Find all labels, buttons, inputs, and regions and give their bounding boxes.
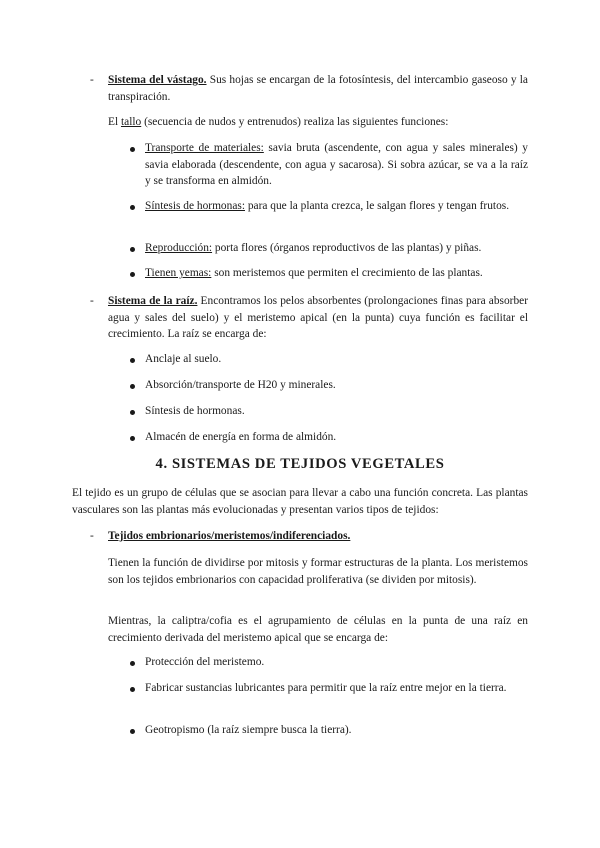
list-item: Absorción/transporte de H20 y minerales. bbox=[145, 379, 336, 391]
section-heading: 4. SISTEMAS DE TEJIDOS VEGETALES bbox=[155, 456, 445, 472]
tejidos-title bbox=[108, 528, 528, 545]
list-item: Almacén de energía en forma de almidón. bbox=[145, 431, 337, 443]
raiz-paragraph bbox=[108, 293, 528, 343]
item-text: son meristemos que permiten el crecimiento de las plantas. bbox=[211, 267, 483, 279]
bullet-icon bbox=[130, 436, 135, 441]
item-label: Síntesis de hormonas: bbox=[145, 200, 245, 212]
tejidos-paragraph-2: Mientras, la caliptra/cofia es el agrupamiento de células en la punta de una raíz en crecimiento derivada del meristemo apical que se encarga de: bbox=[108, 615, 528, 644]
bullet-icon bbox=[130, 147, 135, 152]
raiz-text: Encontramos los pelos absorbentes (prolongaciones finas para absorber agua y sales del suelo) y el meristemo apical (en la punta) cuya función es facilitar el crecimiento. La raíz se encarga de: bbox=[108, 295, 528, 340]
bullet-icon bbox=[130, 661, 135, 666]
list-dash: - bbox=[90, 530, 94, 542]
vastago-paragraph bbox=[108, 72, 528, 105]
tejidos-title-text: Tejidos embrionarios/meristemos/indiferenciados. bbox=[108, 530, 351, 542]
list-dash: - bbox=[90, 74, 94, 86]
item-label: Reproducción: bbox=[145, 242, 213, 254]
tallo-intro-prefix: El bbox=[108, 116, 121, 128]
list-item: Síntesis de hormonas. bbox=[145, 405, 245, 417]
raiz-title: Sistema de la raíz. bbox=[108, 295, 198, 307]
item-text: para que la planta crezca, le salgan flores y tengan frutos. bbox=[244, 200, 510, 212]
item-text: savia bruta (ascendente, con agua y sales minerales) y savia elaborada (descendente, con agua y sacarosa). Si sobra azúcar, se va a la raíz y se transforma en almidón. bbox=[145, 142, 529, 187]
bullet-icon bbox=[130, 687, 135, 692]
list-item: Fabricar sustancias lubricantes para permitir que la raíz entre mejor en la tierra. bbox=[145, 682, 507, 694]
vastago-text: Sus hojas se encargan de la fotosíntesis, del intercambio gaseoso y la transpiración. bbox=[108, 74, 528, 103]
list-item bbox=[145, 140, 528, 190]
bullet-icon bbox=[130, 272, 135, 277]
item-label: Transporte de materiales: bbox=[145, 142, 264, 154]
bullet-icon bbox=[130, 358, 135, 363]
list-item bbox=[145, 198, 528, 215]
tallo-word: tallo bbox=[120, 116, 142, 128]
list-item: Anclaje al suelo. bbox=[145, 353, 222, 365]
bullet-icon bbox=[130, 384, 135, 389]
list-item bbox=[145, 240, 528, 257]
item-label: Tienen yemas: bbox=[145, 267, 212, 279]
bullet-icon bbox=[130, 205, 135, 210]
tallo-intro bbox=[108, 114, 528, 131]
list-item bbox=[145, 265, 528, 282]
bullet-icon bbox=[130, 410, 135, 415]
item-text: porta flores (órganos reproductivos de las plantas) y piñas. bbox=[212, 242, 482, 254]
tallo-intro-suffix: (secuencia de nudos y entrenudos) realiza las siguientes funciones: bbox=[141, 116, 449, 128]
vastago-title: Sistema del vástago. bbox=[108, 74, 207, 86]
tejidos-paragraph-1: Tienen la función de dividirse por mitosis y formar estructuras de la planta. Los meristemos son los tejidos embrionarios con capacidad proliferativa (se dividen por mitosis). bbox=[108, 557, 528, 586]
bullet-icon bbox=[130, 729, 135, 734]
list-item: Geotropismo (la raíz siempre busca la tierra). bbox=[145, 724, 352, 736]
list-item: Protección del meristemo. bbox=[145, 656, 265, 668]
intro-paragraph: El tejido es un grupo de células que se asocian para llevar a cabo una función concreta. Las plantas vasculares son las plantas más evolucionadas y presentan varios tipos de tejidos: bbox=[72, 487, 528, 516]
list-dash: - bbox=[90, 295, 94, 307]
bullet-icon bbox=[130, 247, 135, 252]
